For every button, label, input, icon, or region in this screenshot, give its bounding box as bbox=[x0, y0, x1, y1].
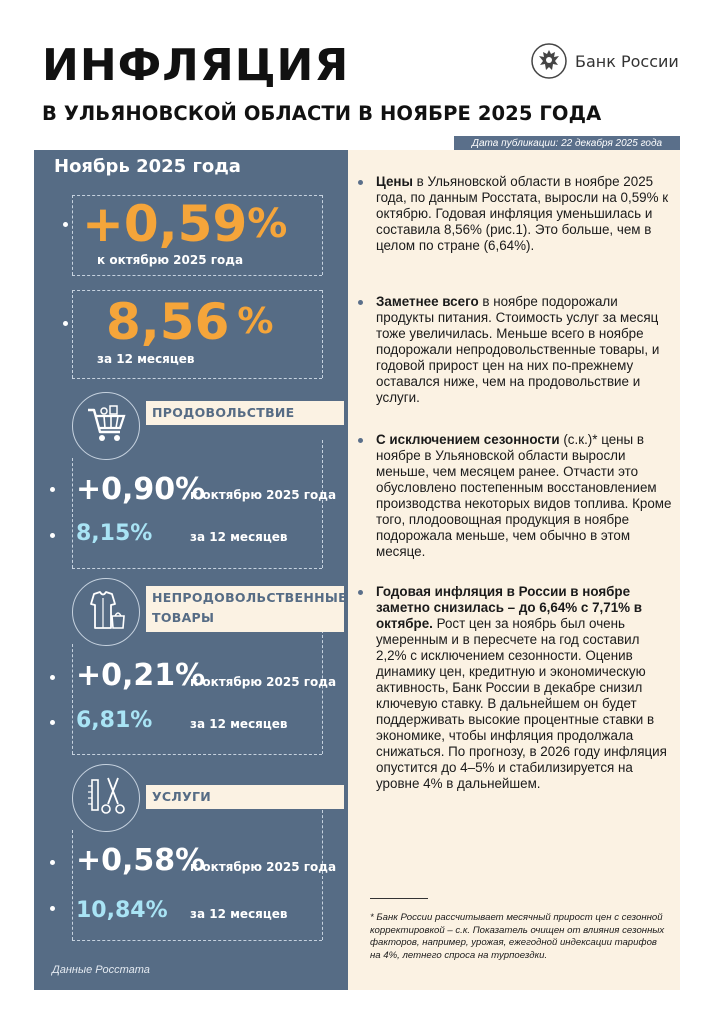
monthly-value: +0,59 bbox=[82, 195, 248, 253]
annual-inflation-value bbox=[106, 292, 273, 352]
paragraph-text: (с.к.)* цены в ноябре в Ульяновской области выросли меньше, чем месяцем ранее. Отчасти это обусловлено постепенным восстановлением производства некоторых видов топлива. Кроме того, плодоовощная продукция в ноябре подорожала меньше, чем обычно в этом месяце. bbox=[376, 432, 672, 559]
bullet bbox=[358, 180, 363, 185]
footnote: * Банк России рассчитывает месячный прирост цен с сезонной корректировкой – с.к. Показатель очищен от влияния сезонных факторов, например, урожая, ежегодной индексации тарифов на 4%, летнего спроса на турпоездки. bbox=[370, 912, 665, 961]
divider bbox=[72, 568, 322, 569]
category-label: УСЛУГИ bbox=[152, 789, 212, 804]
food-monthly-label: к октябрю 2025 года bbox=[190, 488, 337, 502]
divider bbox=[322, 195, 323, 275]
paragraph-lead: Заметнее всего bbox=[376, 294, 479, 309]
percent-sign: % bbox=[247, 201, 288, 247]
page-title: ИНФЛЯЦИЯ bbox=[42, 40, 350, 91]
divider bbox=[322, 290, 323, 378]
timeline-dot bbox=[63, 321, 68, 326]
category-label: ПРОДОВОЛЬСТВИЕ bbox=[152, 405, 295, 420]
divider bbox=[72, 830, 73, 940]
divider bbox=[72, 195, 73, 275]
category-label: НЕПРОДОВОЛЬСТВЕННЫЕ bbox=[152, 590, 347, 605]
food-annual-label: за 12 месяцев bbox=[190, 530, 288, 544]
bank-name: Банк России bbox=[575, 51, 679, 71]
bullet bbox=[358, 438, 363, 443]
nonfood-annual-value: 6,81% bbox=[76, 708, 153, 733]
divider bbox=[72, 940, 322, 941]
divider bbox=[322, 810, 323, 940]
page-subtitle: В УЛЬЯНОВСКОЙ ОБЛАСТИ В НОЯБРЕ 2025 ГОДА bbox=[42, 102, 602, 125]
clothing-icon bbox=[84, 588, 128, 637]
divider bbox=[72, 275, 322, 276]
annual-label: за 12 месяцев bbox=[97, 352, 195, 366]
category-label-line2: ТОВАРЫ bbox=[152, 610, 215, 625]
divider bbox=[72, 290, 322, 291]
timeline-dot bbox=[50, 487, 55, 492]
bullet bbox=[358, 300, 363, 305]
category-label-food bbox=[146, 401, 344, 425]
nonfood-monthly-value: +0,21% bbox=[76, 658, 206, 693]
services-monthly-value: +0,58% bbox=[76, 843, 206, 878]
paragraph-russia bbox=[376, 584, 672, 792]
shopping-cart-icon bbox=[84, 402, 128, 451]
divider bbox=[322, 630, 323, 754]
divider bbox=[72, 378, 322, 379]
scissors-comb-icon bbox=[84, 774, 128, 823]
nonfood-monthly-label: к октябрю 2025 года bbox=[190, 675, 337, 689]
nonfood-annual-label: за 12 месяцев bbox=[190, 717, 288, 731]
food-monthly-value: +0,90% bbox=[76, 472, 206, 507]
annual-value: 8,56 bbox=[106, 293, 230, 351]
divider bbox=[322, 440, 323, 568]
category-label-nonfood bbox=[146, 586, 347, 632]
paragraph-prices bbox=[376, 174, 672, 254]
timeline-dot bbox=[50, 906, 55, 911]
timeline-dot bbox=[63, 222, 68, 227]
right-panel bbox=[348, 150, 680, 990]
monthly-inflation-value bbox=[82, 194, 287, 254]
percent-sign: % bbox=[237, 301, 274, 342]
divider bbox=[72, 754, 322, 755]
paragraph-text: Рост цен за ноябрь был очень умеренным и в пересчете на год составил 2,2% с исключением сезонности. Оценив динамику цен, кредитную и экономическую активность, Банк России в декабре снизил ключевую ставку. В дальнейшем он будет поддерживать высокие процентные ставки в экономике, чтобы инфляция продолжала снижаться. По прогнозу, в 2026 году инфляция опустится до 4–5% и стабилизируется на уровне 4% в дальнейшем. bbox=[376, 616, 667, 791]
services-monthly-label: к октябрю 2025 года bbox=[190, 860, 337, 874]
services-annual-value: 10,84% bbox=[76, 898, 168, 923]
paragraph-categories bbox=[376, 294, 672, 406]
paragraph-lead: Цены bbox=[376, 174, 413, 189]
paragraph-lead: С исключением сезонности bbox=[376, 432, 560, 447]
services-annual-label: за 12 месяцев bbox=[190, 907, 288, 921]
divider bbox=[72, 290, 73, 378]
paragraph-seasonal bbox=[376, 432, 672, 560]
timeline-dot bbox=[50, 860, 55, 865]
divider bbox=[72, 458, 73, 568]
category-label-services bbox=[146, 785, 344, 809]
paragraph-lead: Годовая инфляция в России в ноябре заметно снизилась – до 6,64% с 7,71% в октябре. bbox=[376, 584, 643, 631]
bullet bbox=[358, 590, 363, 595]
timeline-dot bbox=[50, 533, 55, 538]
divider bbox=[370, 898, 428, 899]
timeline-dot bbox=[50, 720, 55, 725]
publication-date: Дата публикации: 22 декабря 2025 года bbox=[454, 136, 680, 151]
bank-logo bbox=[531, 41, 691, 81]
timeline-dot bbox=[50, 675, 55, 680]
data-source: Данные Росстата bbox=[52, 964, 150, 976]
paragraph-text: в ноябре подорожали продукты питания. Стоимость услуг за месяц тоже увеличилась. Меньше всего в ноябре подорожали непродовольственные товары, и годовой прирост цен на них по-прежнему оставался ниже, чем на продовольствие и услуги. bbox=[376, 294, 660, 405]
eagle-emblem-icon bbox=[531, 43, 567, 79]
food-annual-value: 8,15% bbox=[76, 521, 153, 546]
paragraph-text: в Ульяновской области в ноябре 2025 года, по данным Росстата, выросли на 0,59% к октябрю. Годовая инфляция уменьшилась и составила 8,56% (рис.1). Это больше, чем в целом по стране (6,64%). bbox=[376, 174, 669, 253]
divider bbox=[72, 644, 73, 754]
monthly-label: к октябрю 2025 года bbox=[97, 253, 244, 267]
period-label: Ноябрь 2025 года bbox=[54, 156, 241, 177]
